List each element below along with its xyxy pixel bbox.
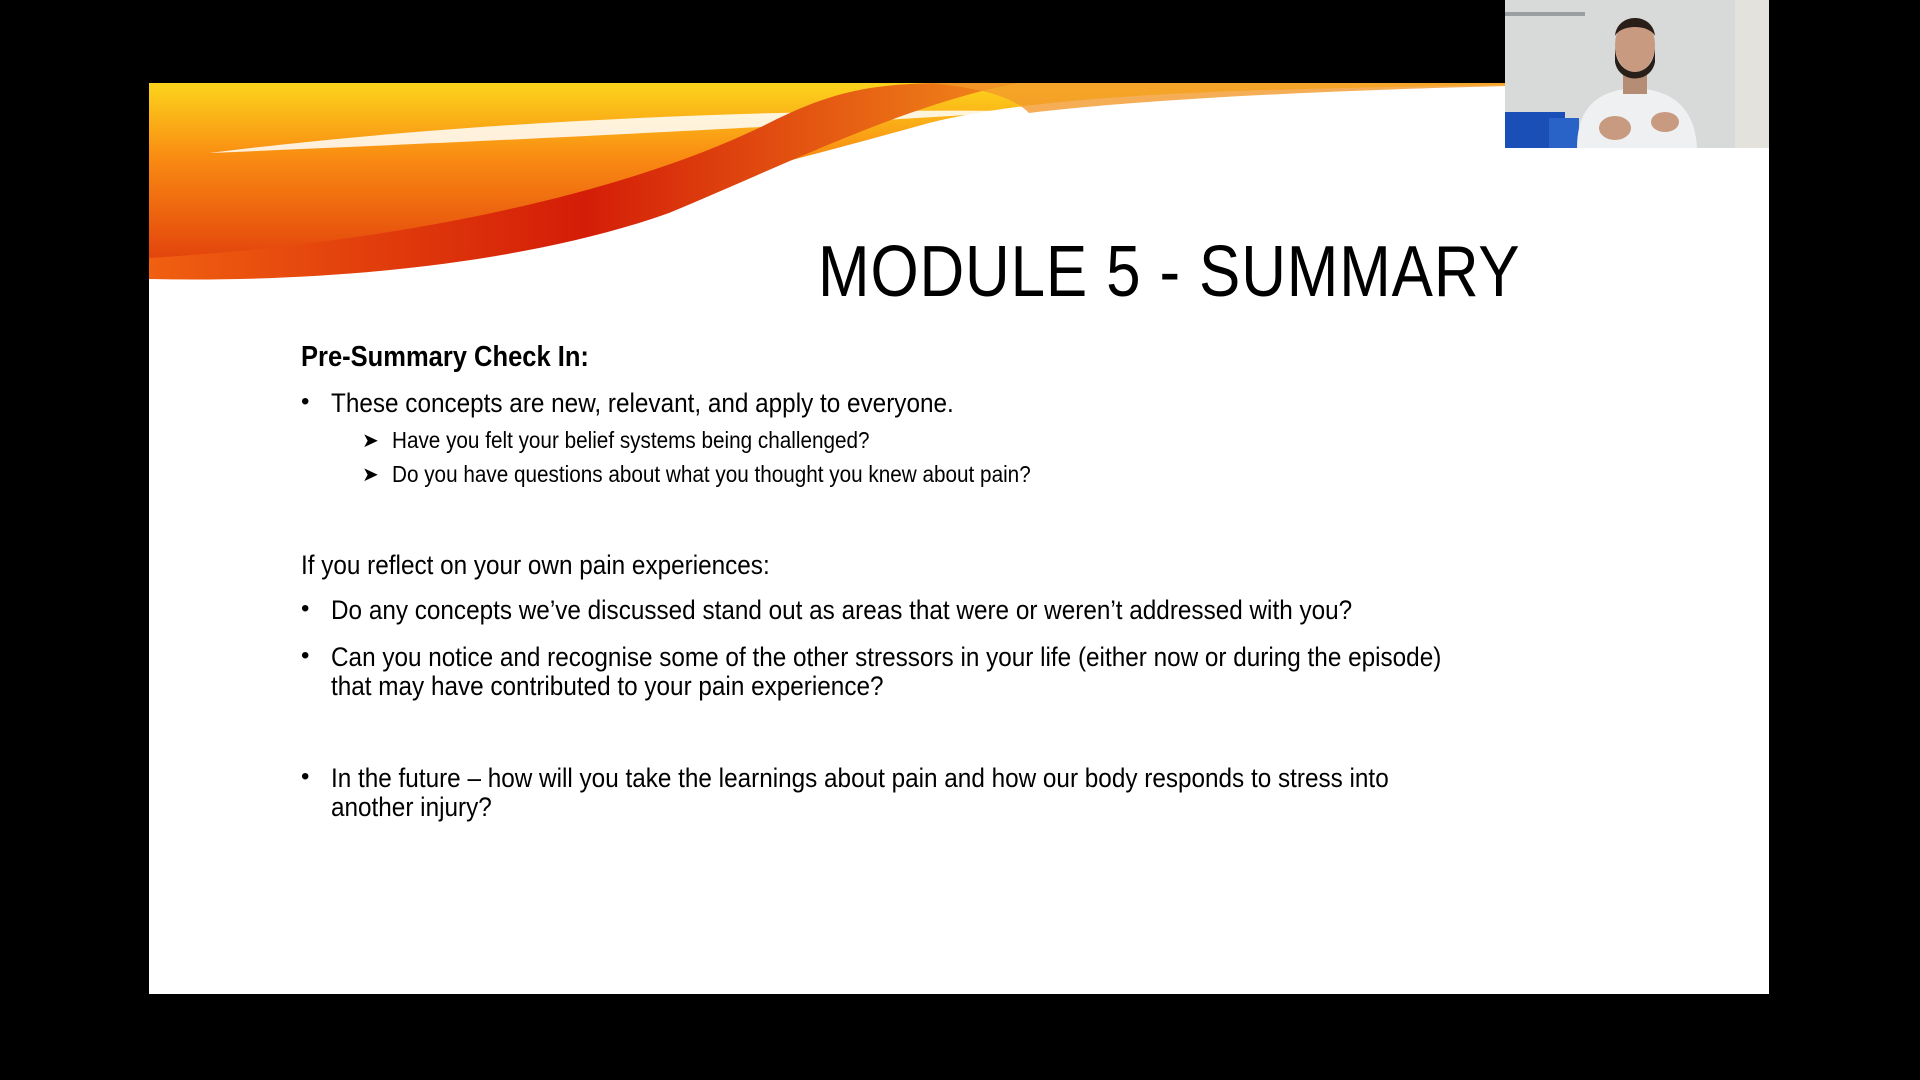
section-heading: Pre-Summary Check In: (301, 341, 589, 373)
sub-bullet-text: Do you have questions about what you thought you knew about pain? (392, 461, 1031, 487)
bullet-text: Can you notice and recognise some of the other stressors in your life (either now or during the episode) (331, 642, 1442, 672)
arrow-bullet-icon: ➤ (362, 464, 379, 486)
reflect-intro-text: If you reflect on your own pain experiences: (301, 550, 770, 580)
webcam-video-thumbnail[interactable] (1505, 0, 1769, 148)
arrow-bullet-icon: ➤ (362, 430, 379, 452)
sub-bullet-text: Have you felt your belief systems being challenged? (392, 427, 870, 453)
presenter-video-icon (1505, 0, 1769, 148)
bullet-text-continued: another injury? (331, 792, 492, 822)
bullet-icon: • (301, 642, 310, 669)
slide-title: MODULE 5 - SUMMARY (818, 232, 1521, 312)
bullet-text: These concepts are new, relevant, and apply to everyone. (331, 388, 954, 418)
bullet-icon: • (301, 763, 310, 790)
bullet-text: Do any concepts we’ve discussed stand out as areas that were or weren’t addressed with you? (331, 595, 1353, 625)
bullet-text: In the future – how will you take the learnings about pain and how our body responds to stress into (331, 763, 1389, 793)
bullet-icon: • (301, 595, 310, 622)
bullet-text-continued: that may have contributed to your pain experience? (331, 671, 884, 701)
bullet-icon: • (301, 388, 310, 415)
presentation-slide (149, 83, 1769, 994)
